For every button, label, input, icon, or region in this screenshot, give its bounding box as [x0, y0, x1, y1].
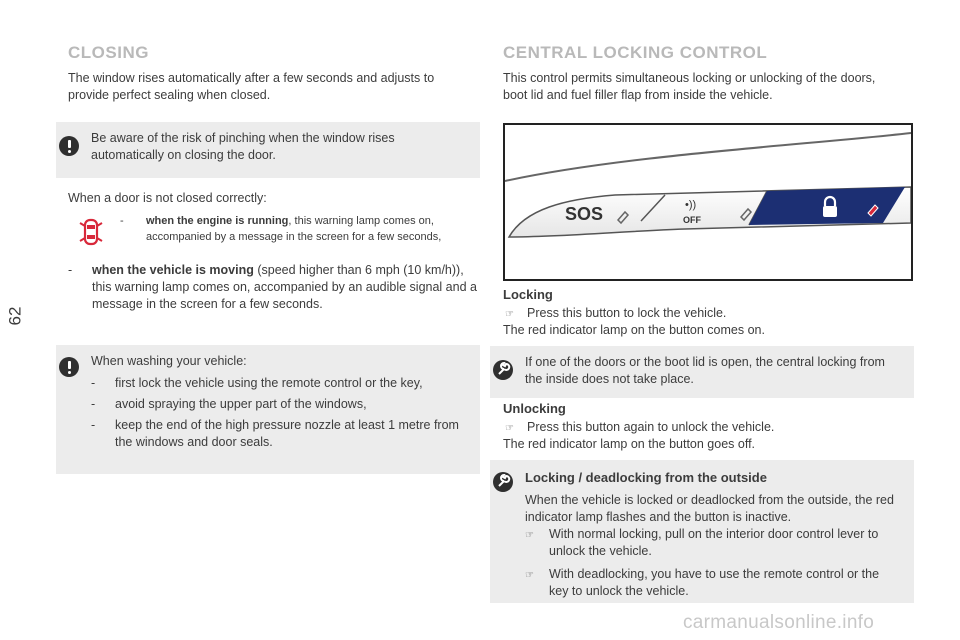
locking-title: Locking [503, 287, 553, 302]
warning-icon [59, 357, 79, 377]
bullet-icon: ☞ [505, 423, 514, 434]
closing-intro: The window rises automatically after a few seconds and adjusts to provide perfect sealing when closed. [68, 71, 435, 102]
control-panel-illustration [503, 123, 913, 281]
door-open-note-box [490, 346, 914, 398]
unlocking-note: The red indicator lamp on the button goes off. [503, 437, 756, 451]
unlocking-title: Unlocking [503, 401, 566, 416]
pinch-warning-box [56, 122, 480, 178]
central-locking-title: CENTRAL LOCKING CONTROL [503, 43, 768, 62]
watermark: carmanualsonline.info [683, 612, 875, 633]
central-locking-intro: This control permits simultaneous locking or unlocking of the doors, boot lid and fuel filler flap from inside the vehicle. [503, 71, 876, 102]
engine-running-text: , this warning lamp comes on, accompanied by a message in the screen for a few seconds, [146, 215, 442, 243]
engine-running-item [120, 213, 470, 245]
list-item: ☞ With deadlocking, you have to use the remote control or the key to unlock the vehicle. [525, 567, 880, 598]
washing-warning-box [56, 345, 480, 474]
door-open-note-text: If one of the doors or the boot lid is open, the central locking from the inside does not take place. [525, 355, 885, 386]
engine-running-bold: when the engine is running [146, 215, 289, 227]
outside-locking-box [490, 460, 914, 603]
list-item: - avoid spraying the upper part of the windows, [91, 397, 367, 411]
wrench-icon [493, 472, 513, 492]
warning-icon [59, 136, 79, 156]
outside-locking-intro: When the vehicle is locked or deadlocked from the outside, the red indicator lamp flashes and the button is inactive. [525, 493, 894, 524]
wrench-icon [493, 360, 513, 380]
vehicle-moving-bold: when the vehicle is moving [92, 263, 254, 277]
locking-note: The red indicator lamp on the button comes on. [503, 323, 765, 337]
locking-bullet: ☞ Press this button to lock the vehicle. [505, 305, 726, 323]
door-not-closed-text: When a door is not closed correctly: [68, 191, 267, 205]
dash: - [120, 215, 124, 227]
outside-locking-title: Locking / deadlocking from the outside [525, 470, 767, 485]
sos-button-label: SOS [565, 204, 604, 224]
washing-list [91, 373, 471, 455]
closing-title: CLOSING [68, 43, 149, 62]
page-number: 62 [5, 306, 25, 326]
dash: - [68, 263, 73, 277]
door-open-warning-lamp-icon [78, 217, 104, 247]
bullet-icon: ☞ [505, 309, 514, 320]
pinch-warning-text: Be aware of the risk of pinching when the window rises automatically on closing the door. [91, 131, 395, 162]
list-item: ☞ With normal locking, pull on the interior door control lever to unlock the vehicle. [525, 527, 879, 558]
sensor-icon: •)) [685, 199, 697, 211]
unlocking-bullet: ☞ Press this button again to unlock the vehicle. [505, 419, 774, 437]
list-item: - first lock the vehicle using the remote control or the key, [91, 376, 423, 390]
list-item: - keep the end of the high pressure nozzle at least 1 metre from the windows and door seals. [91, 418, 459, 449]
off-button-label: OFF [683, 215, 701, 225]
vehicle-moving-item [68, 262, 480, 313]
vehicle-moving-text: (speed higher than 6 mph (10 km/h)), this warning lamp comes on, accompanied by an audible signal and a message in the screen for a few seconds. [92, 263, 477, 311]
outside-locking-list [525, 526, 895, 600]
washing-intro: When washing your vehicle: [91, 354, 247, 368]
